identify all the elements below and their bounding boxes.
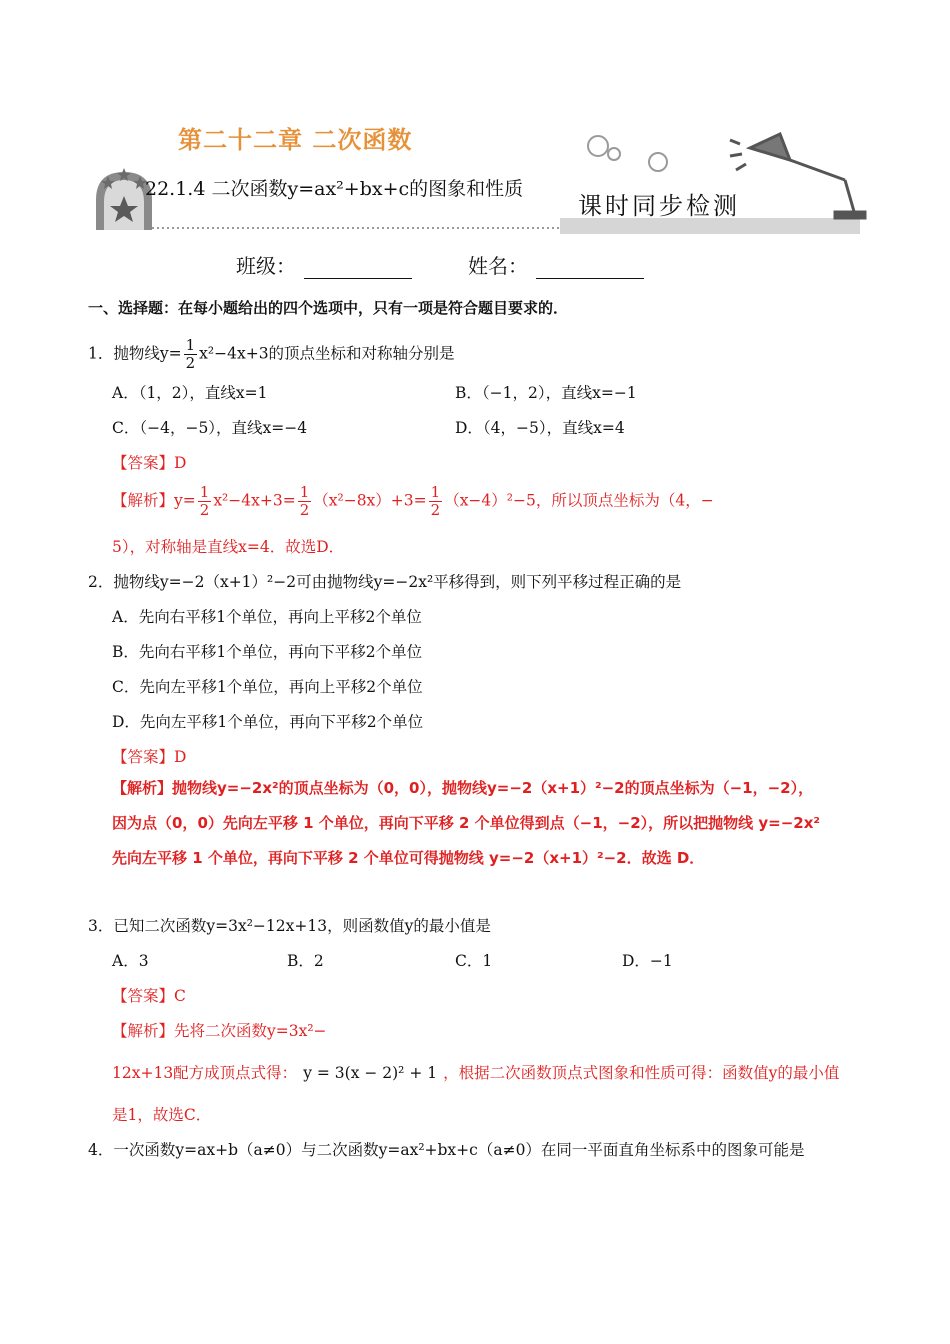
q1-option-d: D．（4，−5），直线x=4 [455, 419, 625, 437]
name-blank [536, 258, 644, 279]
q1-explanation: 【解析】y= $\frac{1}{2}$ x²−4x+3= $\frac{1}{2}$ （x²−8x）+3= $\frac{1}{2}$ （x−4）²−5，所以顶点坐标为（4，− [112, 483, 714, 519]
q3-explanation-1: 【解析】先将二次函数y=3x²− [112, 1022, 327, 1040]
q3-answer: 【答案】C [112, 987, 186, 1005]
q2-answer: 【答案】D [112, 748, 187, 766]
desk-lamp-icon [730, 134, 865, 218]
q2-option-c: C．先向左平移1个单位，再向上平移2个单位 [112, 678, 423, 696]
q2-option-d: D．先向左平移1个单位，再向下平移2个单位 [112, 713, 424, 731]
q3-option-b: B．2 [287, 952, 324, 970]
q2-stem: 2．抛物线y=−2（x+1）²−2可由抛物线y=−2x²平移得到，则下列平移过程正确的是 [88, 573, 682, 591]
q2-explanation-2: 因为点（0，0）先向左平移 1 个单位，再向下平移 2 个单位得到点（−1，−2），所以把抛物线 y=−2x² [112, 814, 820, 832]
chapter-title: 第二十二章 二次函数 [178, 126, 413, 154]
q3-stem: 3．已知二次函数y=3x²−12x+13，则函数值y的最小值是 [88, 917, 491, 935]
section-number: 22.1.4 [145, 178, 206, 200]
q3-vertex-formula: y = 3(x − 2)² + 1 [303, 1064, 438, 1082]
q1-option-a: A．（1，2），直线x=1 [112, 384, 268, 402]
q3-option-d: D．−1 [622, 952, 673, 970]
brand-label: 课时同步检测 [578, 192, 740, 220]
class-field [236, 250, 412, 279]
q1-fraction: $\frac{1}{2}$ [185, 336, 196, 372]
q2-explanation-1: 【解析】抛物线y=−2x²的顶点坐标为（0，0），抛物线y=−2（x+1）²−2的顶点坐标为（−1，−2）， [112, 779, 814, 797]
q3-explanation-2: 12x+13配方成顶点式得： y = 3(x − 2)² + 1 ，根据二次函数顶点式图象和性质可得：函数值y的最小值 [112, 1064, 840, 1082]
bubbles-icon [588, 136, 667, 171]
q1-option-b: B．（−1，2），直线x=−1 [455, 384, 637, 402]
section-title [145, 174, 523, 201]
name-label: 姓名： [468, 254, 528, 278]
class-label: 班级： [236, 254, 296, 278]
q1-stem: 1．抛物线y= $\frac{1}{2}$ x²−4x+3的顶点坐标和对称轴分别是 [88, 336, 455, 372]
q1-option-c: C．（−4，−5），直线x=−4 [112, 419, 308, 437]
class-blank [304, 258, 412, 279]
q2-option-a: A．先向右平移1个单位，再向上平移2个单位 [112, 608, 422, 626]
section-name: 二次函数y=ax²+bx+c的图象和性质 [211, 178, 524, 200]
star-badge-icon [96, 168, 152, 230]
q3-explanation-3: 是1，故选C． [112, 1106, 212, 1124]
part-heading: 一、选择题：在每小题给出的四个选项中，只有一项是符合题目要求的． [88, 299, 569, 317]
name-field [468, 250, 644, 279]
q3-option-a: A．3 [112, 952, 149, 970]
q1-answer: 【答案】D [112, 454, 187, 472]
q4-stem: 4．一次函数y=ax+b（a≠0）与二次函数y=ax²+bx+c（a≠0）在同一平面直角坐标系中的图象可能是 [88, 1141, 805, 1159]
q1-explanation-cont: 5），对称轴是直线x=4．故选D． [112, 538, 345, 556]
q2-option-b: B．先向右平移1个单位，再向下平移2个单位 [112, 643, 423, 661]
q3-option-c: C．1 [455, 952, 493, 970]
q2-explanation-3: 先向左平移 1 个单位，再向下平移 2 个单位可得抛物线 y=−2（x+1）²−2．故选 D． [112, 849, 705, 867]
